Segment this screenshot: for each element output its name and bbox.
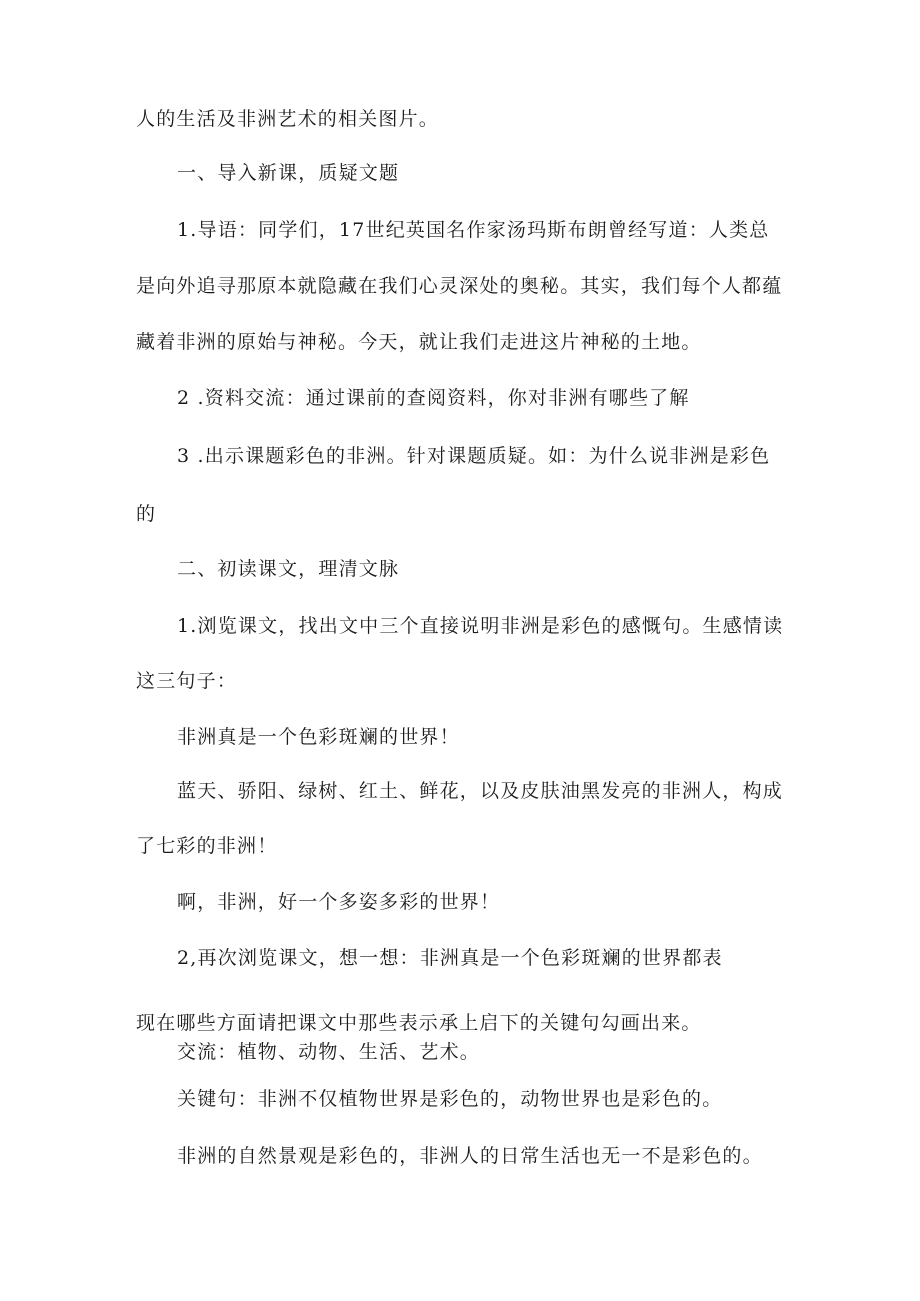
text-line-continuation: 人的生活及非洲艺术的相关图片。 — [136, 108, 440, 130]
paragraph-line: 交流：植物、动物、生活、艺术。 — [177, 1041, 481, 1063]
paragraph-line: 1.浏览课文，找出文中三个直接说明非洲是彩色的感慨句。生感情读 — [177, 615, 784, 637]
paragraph-line: 的 — [136, 503, 157, 525]
quote-line: 啊，非洲，好一个多姿多彩的世界！ — [177, 891, 501, 913]
paragraph-line: 是向外追寻那原本就隐藏在我们心灵深处的奥秘。其实，我们每个人都蕴 — [136, 275, 783, 297]
paragraph-line: 这三句子： — [136, 670, 238, 692]
quote-line: 了七彩的非洲！ — [136, 835, 278, 857]
paragraph-line: 非洲的自然景观是彩色的，非洲人的日常生活也无一不是彩色的。 — [177, 1145, 763, 1167]
paragraph-line: 关键句：非洲不仅植物世界是彩色的，动物世界也是彩色的。 — [177, 1088, 723, 1110]
paragraph-line: 现在哪些方面请把课文中那些表示承上启下的关键句勾画出来。 — [136, 1012, 702, 1034]
paragraph-line: 藏着非洲的原始与神秘。今天，就让我们走进这片神秘的土地。 — [136, 331, 702, 353]
paragraph-line: 3 .出示课题彩色的非洲。针对课题质疑。如：为什么说非洲是彩色 — [177, 445, 771, 467]
paragraph-line: 2 .资料交流：通过课前的查阅资料，你对非洲有哪些了解 — [177, 387, 690, 409]
section-heading-2: 二、初读课文，理清文脉 — [177, 558, 400, 580]
paragraph-line: 2,再次浏览课文，想一想：非洲真是一个色彩斑斓的世界都表 — [177, 947, 723, 969]
paragraph-line: 1.导语：同学们，17世纪英国名作家汤玛斯布朗曾经写道：人类总 — [177, 219, 770, 241]
section-heading-1: 一、导入新课，质疑文题 — [177, 162, 400, 184]
quote-line: 蓝天、骄阳、绿树、红土、鲜花，以及皮肤油黑发亮的非洲人，构成 — [177, 780, 784, 802]
quote-line: 非洲真是一个色彩斑斓的世界！ — [177, 726, 460, 748]
